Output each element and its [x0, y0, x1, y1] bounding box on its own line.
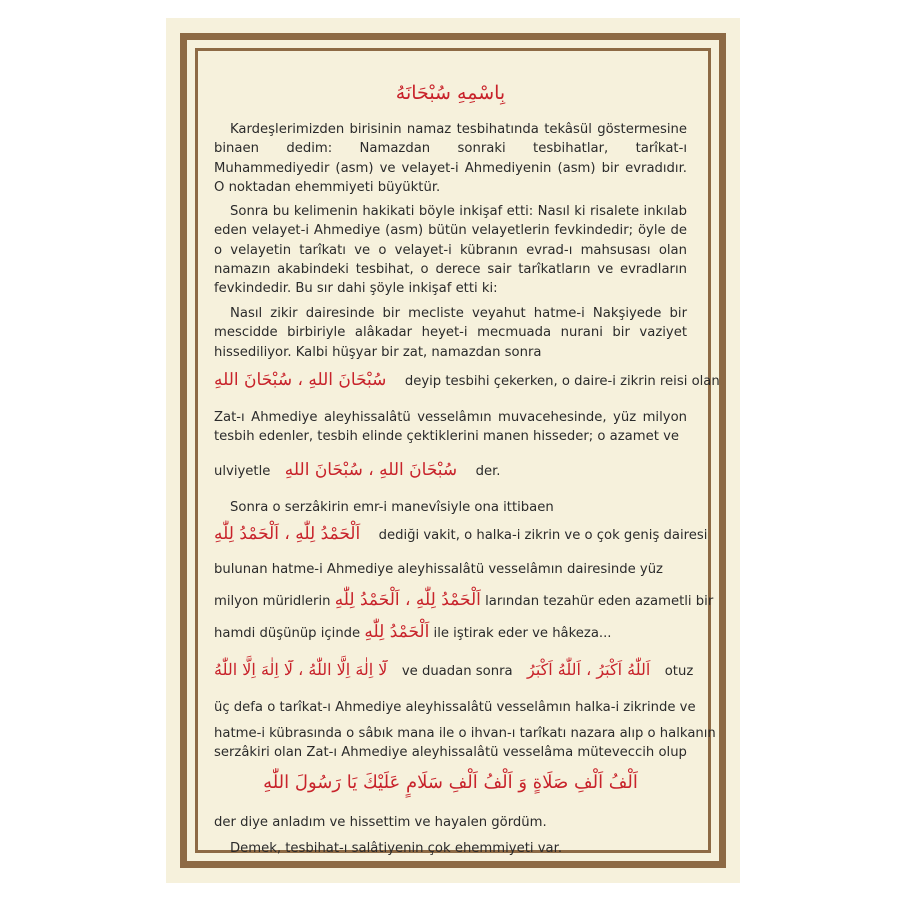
- line-11: hatme-i kübrasında o sâbık mana ile o ihvan-ı tarîkatı nazara alıp o halkanın: [214, 726, 716, 741]
- line-tahlil: [214, 660, 694, 681]
- basmala-title: بِاسْمِهِ سُبْحَانَهُ: [395, 82, 506, 104]
- paragraph-2-text: Sonra bu kelimenin hakikati böyle inkişaf etti: Nasıl ki risalete inkılab eden velayet-i Ahmediye (asm) bütün velayetlerin fevkindedir; öyle de o velayetin tarîkatı ve o velayet-i kübranın evrad-ı mahsusası olan namazın akabindeki tesbihat, o derece sair tarîkatların ve evradların fevkindedir. Bu sır dahi şöyle inkişaf etti ki:: [214, 204, 687, 297]
- arabic-hamdulillah-2: اَلْحَمْدُ لِلّٰهِ ، اَلْحَمْدُ لِلّٰهِ: [334, 590, 481, 610]
- tesbihat-card: [166, 18, 740, 883]
- arabic-hamdulillah: اَلْحَمْدُ لِلّٰهِ ، اَلْحَمْدُ لِلّٰهِ: [214, 524, 361, 544]
- line-pre: hamdi düşünüp içinde: [214, 626, 361, 641]
- line-6: bulunan hatme-i Ahmediye aleyhissalâtü vesselâmın dairesinde yüz: [214, 562, 663, 577]
- line-12: serzâkiri olan Zat-ı Ahmediye aleyhissalâtü vesselâma müteveccih olup: [214, 745, 687, 760]
- line-pre: ulviyetle: [214, 464, 271, 479]
- arabic-takbir: لَٓا اِلٰهَ اِلَّا اللّٰهُ ، لَٓا اِلٰهَ اِلَّا اللّٰهُ: [214, 660, 388, 679]
- line-miridlerin: [214, 590, 714, 611]
- paragraph-3: [214, 304, 687, 362]
- line-post: otuz: [664, 664, 694, 679]
- line-mid: ve duadan sonra: [401, 664, 513, 679]
- line-ulviyetle: [214, 461, 687, 481]
- arabic-tahlil: اَللّٰهُ اَكْبَرُ ، اَللّٰهُ اَكْبَرُ: [526, 660, 651, 679]
- line-hamdulillah-1: [214, 524, 708, 545]
- line-4: Sonra o serzâkirin emr-i manevîsiyle ona ittibaen: [230, 500, 554, 515]
- arabic-subhanallah: سُبْحَانَ اللهِ ، سُبْحَانَ اللهِ: [214, 370, 387, 390]
- line-2: Zat-ı Ahmediye aleyhissalâtü vesselâmın muvacehesinde, yüz milyon tesbih edenler, tesbih elinde çektiklerini manen hisseder; o azamet ve: [214, 410, 687, 445]
- line-post: larından tezahür eden azametli bir: [485, 594, 714, 609]
- paragraph-3-text: Nasıl zikir dairesinde bir mecliste veyahut hatme-i Nakşiyede bir mescidde birbiriyle alâkadar heyet-i mecmuada nurani bir vaziyet hissediliyor. Kalbi hüşyar bir zat, namazdan sonra: [214, 306, 687, 360]
- line-15: Demek, tesbihat-ı salâtiyenin çok ehemmiyeti var.: [230, 841, 563, 856]
- paragraph-1-text: Kardeşlerimizden birisinin namaz tesbihatında tekâsül göstermesine binaen dedim: Namazdan sonraki tesbihatlar, tarîkat-ı Muhammediyedir (asm) ve velayet-i Ahmediyenin (asm) bir evradıdır. O noktadan ehemmiyeti büyüktür.: [214, 122, 687, 195]
- line-pre: milyon müridlerin: [214, 594, 331, 609]
- paragraph-2: [214, 202, 687, 298]
- line-text: deyip tesbihi çekerken, o daire-i zikrin reisi olan: [404, 374, 720, 389]
- paragraph-1: [214, 120, 687, 197]
- line-14: der diye anladım ve hissettim ve hayalen gördüm.: [214, 815, 547, 830]
- line-10: üç defa o tarîkat-ı Ahmediye aleyhissalâtü vesselâmın halka-i zikrinde ve: [214, 700, 696, 715]
- arabic-hamdulillah-3: اَلْحَمْدُ لِلّٰهِ: [364, 622, 430, 642]
- arabic-salawat-text: اَلْفُ اَلْفِ صَلَاةٍ وَ اَلْفُ اَلْفِ سَلَامٍ عَلَيْكَ يَا رَسُولَ اللّٰهِ: [263, 772, 638, 793]
- arabic-subhanallah-2: سُبْحَانَ اللهِ ، سُبْحَانَ اللهِ: [284, 460, 458, 480]
- line-hamdi: [214, 623, 687, 643]
- line-post: ile iştirak eder ve hâkeza...: [433, 626, 612, 641]
- line-subhanallah-1: [214, 370, 720, 391]
- line-post: der.: [475, 464, 501, 479]
- line-text: dediği vakit, o halka-i zikrin ve o çok geniş dairesi: [378, 528, 708, 543]
- arabic-salawat: [214, 773, 687, 792]
